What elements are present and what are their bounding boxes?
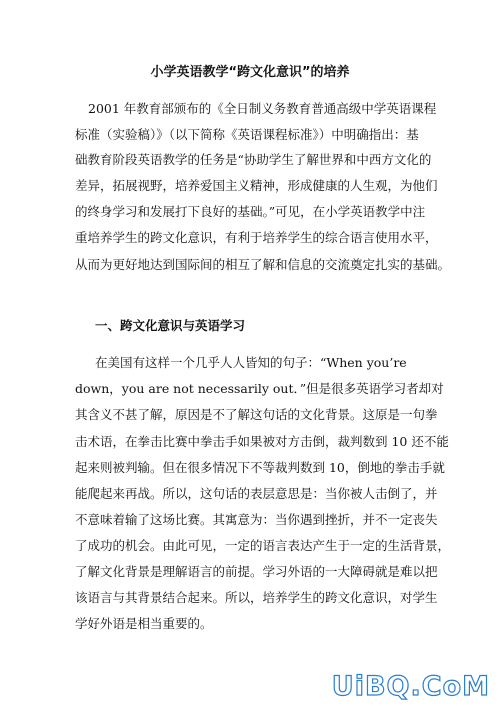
paragraph-line: 2001 年教育部颁布的《全日制义务教育普通高级中学英语课程 <box>88 101 437 116</box>
paragraph-line: 该语言与其背景结合起来。所以，培养学生的跨文化意识，对学生 <box>75 590 438 605</box>
paragraph-line: 的终身学习和发展打下良好的基础。”可见，在小学英语教学中注 <box>75 204 426 219</box>
paragraph-line: 在美国有这样一个几乎人人皆知的句子：“When you’re <box>95 355 407 370</box>
paragraph-line: 不意味着输了这场比赛。其寓意为：当你遇到挫折，并不一定丧失 <box>75 512 438 527</box>
paragraph-line: 标准（实验稿）》（以下简称《英语课程标准》）中明确指出：基 <box>75 127 419 142</box>
paragraph-line: 了解文化背景是理解语言的前提。学习外语的一大障碍就是难以把 <box>75 564 438 579</box>
paragraph-line: 从而为更好地达到国际间的相互了解和信息的交流奠定扎实的基础。 <box>75 257 451 272</box>
paragraph-line: 重培养学生的跨文化意识，有利于培养学生的综合语言使用水平， <box>75 230 438 245</box>
paragraph-line: 击术语，在拳击比赛中拳击手如果被对方击倒，裁判数到 10 还不能 <box>75 434 449 449</box>
paragraph-line: 差异，拓展视野，培养爱国主义精神，形成健康的人生观，为他们 <box>75 178 438 193</box>
paragraph-line: down，you are not necessarily out．”但是很多英语学习者却对 <box>75 381 444 396</box>
paragraph-line: 起来则被判输。但在很多情况下不等裁判数到 10，倒地的拳击手就 <box>75 460 445 475</box>
paragraph-line: 其含义不甚了解，原因是不了解这句话的文化背景。这原是一句拳 <box>75 407 438 422</box>
paragraph-line: 学好外语是相当重要的。 <box>75 616 213 631</box>
paragraph-line: 了成功的机会。由此可见，一定的语言表达产生于一定的生活背景， <box>75 538 451 553</box>
document-title: 小学英语教学“跨文化意识”的培养 <box>150 65 350 80</box>
section-heading: 一、跨文化意识与英语学习 <box>95 318 246 333</box>
paragraph-line: 能爬起来再战。所以，这句话的表层意思是：当你被人击倒了，并 <box>75 486 438 501</box>
watermark-logo: UiBQ.CoM <box>331 671 490 702</box>
paragraph-line: 础教育阶段英语教学的任务是“协助学生了解世界和中西方文化的 <box>75 152 432 167</box>
